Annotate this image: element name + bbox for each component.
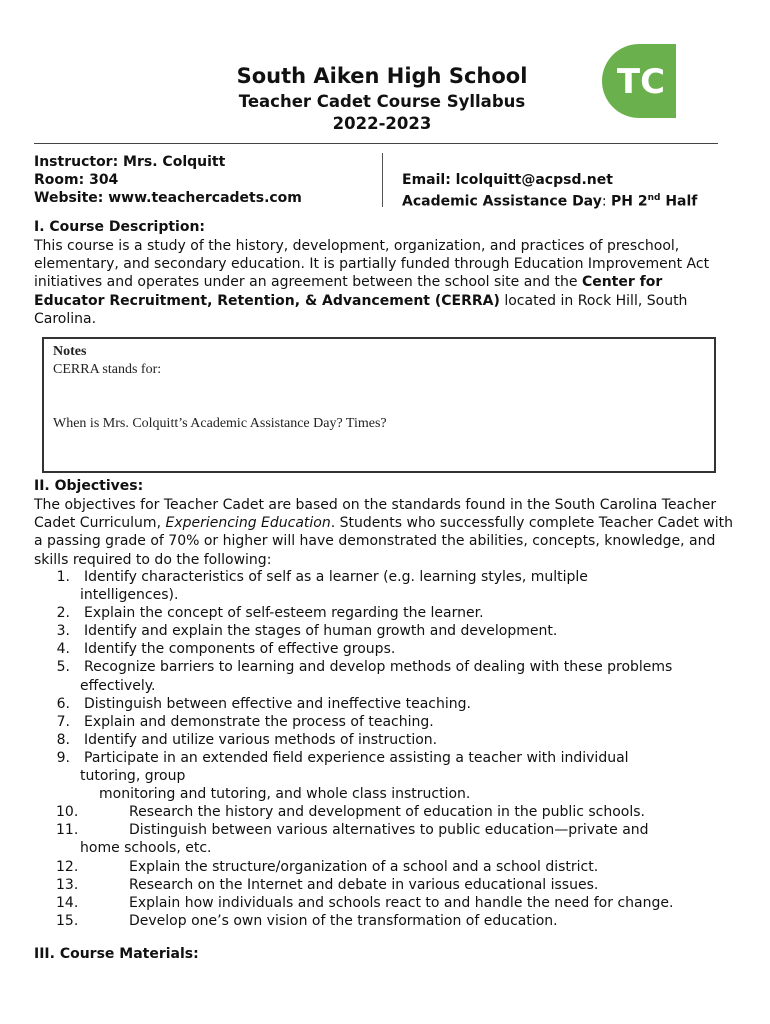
notes-question-assistance: When is Mrs. Colquitt’s Academic Assistance Day? Times? [53, 416, 387, 431]
objective-number: 10. [56, 804, 79, 821]
header-divider [34, 143, 718, 144]
objective-number: 5. [56, 659, 70, 676]
objective-number: 1. [56, 569, 70, 585]
objectives-heading: II. Objectives: [34, 478, 144, 494]
objective-number: 2. [56, 605, 70, 622]
room-number: Room: 304 [34, 172, 119, 188]
objective-number: 9. [56, 749, 70, 766]
objective-text: Explain how individuals and schools react to and handle the need for change. [129, 894, 674, 911]
objective-text: Identify characteristics of self as a learner (e.g. learning styles, multiple [84, 569, 588, 585]
objective-text: Identify and utilize various methods of instruction. [84, 731, 438, 748]
logo-text: TC [616, 62, 666, 102]
objective-item [34, 640, 754, 658]
objective-item [34, 604, 754, 622]
objective-item [34, 622, 754, 640]
objective-item [34, 731, 754, 749]
objective-number: 12. [56, 858, 79, 875]
objective-number: 15. [56, 912, 79, 929]
notes-question-cerra: CERRA stands for: [53, 362, 162, 377]
objective-item [34, 858, 754, 876]
objective-number: 3. [56, 623, 70, 640]
objective-text: Research on the Internet and debate in various educational issues. [129, 876, 599, 893]
instructor-info [34, 153, 302, 207]
objectives-list [34, 568, 754, 930]
objective-item [34, 749, 754, 803]
objective-item [34, 568, 754, 604]
objectives-intro: The objectives for Teacher Cadet are based on the standards found in the South Carolina Teacher Cadet Curriculum, Experiencing Education. Students who successfully complete Teacher Cadet with a passing grade of 70% or higher will have demonstrated the abilities, concepts, knowledge, and skills required to do the following: [34, 497, 734, 568]
objective-text: Identify and explain the stages of human growth and development. [84, 623, 558, 640]
course-materials-heading: III. Course Materials: [34, 946, 199, 962]
objective-text-continued: monitoring and tutoring, and whole class instruction. [99, 786, 471, 803]
objective-text: Distinguish between effective and ineffective teaching. [84, 695, 471, 712]
objective-item [34, 658, 754, 694]
objective-text: Identify the components of effective groups. [84, 641, 396, 658]
objective-text-continued: home schools, etc. [80, 840, 212, 857]
objective-text: Explain the concept of self-esteem regarding the learner. [84, 605, 484, 622]
notes-box[interactable] [42, 337, 716, 473]
objective-text: Distinguish between various alternatives to public education—private and [129, 822, 649, 839]
objective-text: Explain and demonstrate the process of teaching. [84, 713, 434, 730]
objective-text-continued: intelligences). [80, 587, 179, 604]
website[interactable]: Website: www.teachercadets.com [34, 190, 302, 206]
assistance-day: Academic Assistance Day: PH 2nd Half [402, 193, 698, 210]
objective-number: 6. [56, 695, 70, 712]
course-description-text: This course is a study of the history, development, organization, and practices of preschool, elementary, and secondary education. It is partially funded through Education Improvement Act initiatives and operates under an agreement between the school site and the Center for Educator Recruitment, Retention, & Advancement (CERRA) located in Rock Hill, South Carolina. [34, 238, 710, 327]
objective-number: 7. [56, 713, 70, 730]
objective-text: Explain the structure/organization of a school and a school district. [129, 858, 599, 875]
contact-info [402, 171, 697, 211]
objective-text-continued: effectively. [80, 677, 156, 694]
objective-text-continued: tutoring, group [80, 768, 186, 785]
objective-item [34, 821, 754, 857]
objective-number: 14. [56, 894, 79, 911]
course-description-heading: I. Course Description: [34, 219, 206, 235]
email[interactable]: Email: lcolquitt@acpsd.net [402, 172, 613, 188]
objective-item [34, 894, 754, 912]
objective-text: Recognize barriers to learning and develop methods of dealing with these problems [84, 659, 673, 676]
objective-text: Develop one’s own vision of the transformation of education. [129, 912, 558, 929]
objective-number: 13. [56, 876, 79, 893]
school-year: 2022-2023 [332, 114, 432, 133]
objective-item [34, 695, 754, 713]
objective-item [34, 803, 754, 821]
objective-text: Participate in an extended field experience assisting a teacher with individual [84, 749, 629, 766]
objective-item [34, 876, 754, 894]
notes-heading: Notes [53, 344, 87, 359]
course-title: Teacher Cadet Course Syllabus [238, 92, 526, 111]
objective-item [34, 713, 754, 731]
objective-number: 8. [56, 731, 70, 748]
school-name: South Aiken High School [236, 64, 528, 88]
objective-text: Research the history and development of education in the public schools. [129, 804, 645, 821]
objective-number: 4. [56, 641, 70, 658]
info-divider [382, 153, 383, 207]
objective-item [34, 912, 754, 930]
objective-number: 11. [56, 822, 79, 839]
teacher-cadet-logo [602, 44, 676, 118]
instructor-name: Instructor: Mrs. Colquitt [34, 154, 226, 170]
